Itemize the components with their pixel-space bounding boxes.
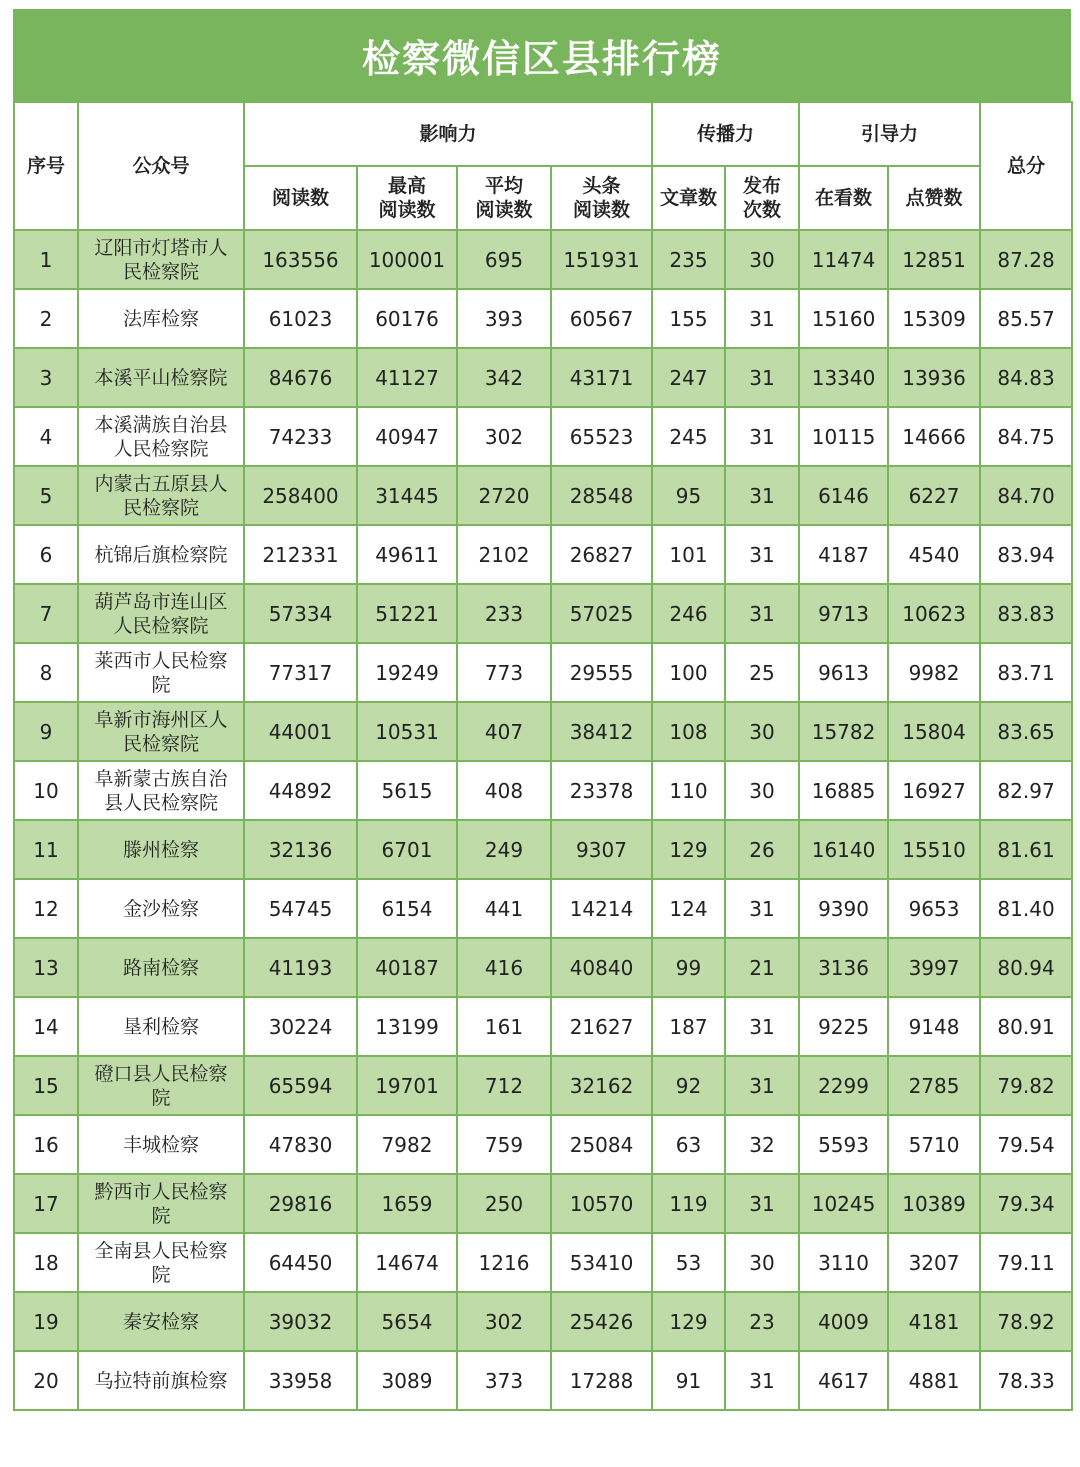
cell-total: 84.70	[980, 466, 1072, 525]
cell-rank: 20	[14, 1351, 78, 1410]
cell-articles: 91	[652, 1351, 725, 1410]
cell-articles: 187	[652, 997, 725, 1056]
cell-account-name: 内蒙古五原县人 民检察院	[78, 466, 244, 525]
cell-head-reads: 60567	[551, 289, 652, 348]
cell-rank: 14	[14, 997, 78, 1056]
cell-max-reads: 5654	[357, 1292, 457, 1351]
cell-account-name: 秦安检察	[78, 1292, 244, 1351]
cell-head-reads: 26827	[551, 525, 652, 584]
table-body	[14, 230, 1072, 1410]
cell-likes: 15804	[888, 702, 980, 761]
cell-reads: 57334	[244, 584, 357, 643]
cell-watching: 9225	[799, 997, 888, 1056]
cell-watching: 13340	[799, 348, 888, 407]
cell-articles: 247	[652, 348, 725, 407]
cell-reads: 33958	[244, 1351, 357, 1410]
table-row	[14, 1174, 1072, 1233]
cell-account-name: 葫芦岛市连山区 人民检察院	[78, 584, 244, 643]
cell-watching: 9613	[799, 643, 888, 702]
cell-avg-reads: 1216	[457, 1233, 551, 1292]
table-row	[14, 879, 1072, 938]
cell-total: 78.33	[980, 1351, 1072, 1410]
cell-head-reads: 57025	[551, 584, 652, 643]
table-row	[14, 348, 1072, 407]
cell-max-reads: 3089	[357, 1351, 457, 1410]
cell-posts: 30	[725, 761, 799, 820]
cell-account-name: 垦利检察	[78, 997, 244, 1056]
cell-watching: 9713	[799, 584, 888, 643]
cell-avg-reads: 249	[457, 820, 551, 879]
cell-reads: 258400	[244, 466, 357, 525]
cell-articles: 101	[652, 525, 725, 584]
cell-max-reads: 40947	[357, 407, 457, 466]
page-title: 检察微信区县排行榜	[13, 9, 1071, 101]
cell-total: 80.94	[980, 938, 1072, 997]
cell-avg-reads: 407	[457, 702, 551, 761]
cell-account-name: 本溪满族自治县 人民检察院	[78, 407, 244, 466]
cell-head-reads: 29555	[551, 643, 652, 702]
table-row	[14, 702, 1072, 761]
cell-reads: 44001	[244, 702, 357, 761]
cell-avg-reads: 773	[457, 643, 551, 702]
cell-total: 79.11	[980, 1233, 1072, 1292]
cell-watching: 16140	[799, 820, 888, 879]
cell-articles: 100	[652, 643, 725, 702]
cell-total: 79.54	[980, 1115, 1072, 1174]
cell-rank: 19	[14, 1292, 78, 1351]
cell-account-name: 丰城检察	[78, 1115, 244, 1174]
cell-watching: 11474	[799, 230, 888, 289]
cell-total: 80.91	[980, 997, 1072, 1056]
cell-max-reads: 10531	[357, 702, 457, 761]
cell-articles: 119	[652, 1174, 725, 1233]
cell-likes: 13936	[888, 348, 980, 407]
cell-likes: 6227	[888, 466, 980, 525]
cell-total: 78.92	[980, 1292, 1072, 1351]
cell-posts: 31	[725, 407, 799, 466]
cell-watching: 4009	[799, 1292, 888, 1351]
cell-total: 83.94	[980, 525, 1072, 584]
cell-total: 82.97	[980, 761, 1072, 820]
cell-head-reads: 38412	[551, 702, 652, 761]
cell-rank: 12	[14, 879, 78, 938]
cell-posts: 31	[725, 1351, 799, 1410]
cell-articles: 53	[652, 1233, 725, 1292]
cell-avg-reads: 416	[457, 938, 551, 997]
cell-watching: 5593	[799, 1115, 888, 1174]
cell-likes: 4881	[888, 1351, 980, 1410]
cell-likes: 15309	[888, 289, 980, 348]
cell-watching: 3136	[799, 938, 888, 997]
cell-avg-reads: 233	[457, 584, 551, 643]
cell-watching: 10115	[799, 407, 888, 466]
cell-account-name: 莱西市人民检察 院	[78, 643, 244, 702]
table-row	[14, 643, 1072, 702]
cell-avg-reads: 250	[457, 1174, 551, 1233]
cell-head-reads: 14214	[551, 879, 652, 938]
cell-reads: 39032	[244, 1292, 357, 1351]
cell-articles: 155	[652, 289, 725, 348]
cell-likes: 3207	[888, 1233, 980, 1292]
cell-articles: 95	[652, 466, 725, 525]
cell-posts: 25	[725, 643, 799, 702]
cell-likes: 16927	[888, 761, 980, 820]
cell-articles: 110	[652, 761, 725, 820]
cell-posts: 31	[725, 584, 799, 643]
cell-reads: 32136	[244, 820, 357, 879]
cell-likes: 9982	[888, 643, 980, 702]
cell-account-name: 路南检察	[78, 938, 244, 997]
cell-account-name: 滕州检察	[78, 820, 244, 879]
cell-watching: 4187	[799, 525, 888, 584]
cell-likes: 10623	[888, 584, 980, 643]
cell-watching: 16885	[799, 761, 888, 820]
cell-rank: 17	[14, 1174, 78, 1233]
cell-max-reads: 100001	[357, 230, 457, 289]
cell-rank: 18	[14, 1233, 78, 1292]
cell-account-name: 乌拉特前旗检察	[78, 1351, 244, 1410]
cell-watching: 15782	[799, 702, 888, 761]
cell-likes: 9653	[888, 879, 980, 938]
cell-max-reads: 51221	[357, 584, 457, 643]
cell-reads: 64450	[244, 1233, 357, 1292]
cell-max-reads: 40187	[357, 938, 457, 997]
cell-watching: 2299	[799, 1056, 888, 1115]
cell-account-name: 法库检察	[78, 289, 244, 348]
cell-rank: 4	[14, 407, 78, 466]
cell-articles: 129	[652, 820, 725, 879]
cell-reads: 65594	[244, 1056, 357, 1115]
cell-reads: 74233	[244, 407, 357, 466]
cell-account-name: 金沙检察	[78, 879, 244, 938]
header-total: 总分	[980, 102, 1072, 230]
cell-avg-reads: 373	[457, 1351, 551, 1410]
cell-reads: 41193	[244, 938, 357, 997]
cell-rank: 16	[14, 1115, 78, 1174]
header-articles: 文章数	[652, 166, 725, 230]
cell-watching: 6146	[799, 466, 888, 525]
cell-likes: 2785	[888, 1056, 980, 1115]
cell-rank: 2	[14, 289, 78, 348]
table-row	[14, 938, 1072, 997]
cell-max-reads: 5615	[357, 761, 457, 820]
table-row	[14, 1056, 1072, 1115]
cell-watching: 9390	[799, 879, 888, 938]
cell-head-reads: 10570	[551, 1174, 652, 1233]
cell-articles: 129	[652, 1292, 725, 1351]
cell-likes: 4540	[888, 525, 980, 584]
table-row	[14, 289, 1072, 348]
cell-max-reads: 7982	[357, 1115, 457, 1174]
cell-rank: 13	[14, 938, 78, 997]
cell-head-reads: 25426	[551, 1292, 652, 1351]
cell-watching: 4617	[799, 1351, 888, 1410]
cell-avg-reads: 2102	[457, 525, 551, 584]
cell-account-name: 黔西市人民检察 院	[78, 1174, 244, 1233]
cell-max-reads: 49611	[357, 525, 457, 584]
header-max-reads: 最高 阅读数	[357, 166, 457, 230]
cell-total: 85.57	[980, 289, 1072, 348]
cell-head-reads: 21627	[551, 997, 652, 1056]
cell-head-reads: 65523	[551, 407, 652, 466]
cell-posts: 26	[725, 820, 799, 879]
cell-reads: 29816	[244, 1174, 357, 1233]
cell-avg-reads: 695	[457, 230, 551, 289]
cell-watching: 3110	[799, 1233, 888, 1292]
cell-max-reads: 6154	[357, 879, 457, 938]
cell-total: 81.61	[980, 820, 1072, 879]
cell-likes: 5710	[888, 1115, 980, 1174]
cell-articles: 235	[652, 230, 725, 289]
cell-posts: 30	[725, 1233, 799, 1292]
table-row	[14, 1115, 1072, 1174]
cell-avg-reads: 161	[457, 997, 551, 1056]
cell-posts: 32	[725, 1115, 799, 1174]
cell-watching: 10245	[799, 1174, 888, 1233]
cell-account-name: 杭锦后旗检察院	[78, 525, 244, 584]
cell-reads: 61023	[244, 289, 357, 348]
cell-posts: 31	[725, 466, 799, 525]
header-spread: 传播力	[652, 102, 799, 166]
cell-reads: 212331	[244, 525, 357, 584]
cell-likes: 10389	[888, 1174, 980, 1233]
table-header	[14, 102, 1072, 230]
cell-likes: 4181	[888, 1292, 980, 1351]
header-avg-reads: 平均 阅读数	[457, 166, 551, 230]
cell-head-reads: 32162	[551, 1056, 652, 1115]
header-watching: 在看数	[799, 166, 888, 230]
cell-max-reads: 31445	[357, 466, 457, 525]
cell-articles: 124	[652, 879, 725, 938]
cell-posts: 31	[725, 1174, 799, 1233]
header-guidance: 引导力	[799, 102, 980, 166]
table-row	[14, 1351, 1072, 1410]
table-row	[14, 761, 1072, 820]
header-posts: 发布 次数	[725, 166, 799, 230]
cell-articles: 99	[652, 938, 725, 997]
cell-rank: 3	[14, 348, 78, 407]
cell-total: 84.75	[980, 407, 1072, 466]
cell-rank: 8	[14, 643, 78, 702]
cell-avg-reads: 759	[457, 1115, 551, 1174]
cell-posts: 30	[725, 702, 799, 761]
cell-rank: 15	[14, 1056, 78, 1115]
table-row	[14, 997, 1072, 1056]
cell-avg-reads: 302	[457, 1292, 551, 1351]
cell-account-name: 阜新蒙古族自治 县人民检察院	[78, 761, 244, 820]
cell-likes: 15510	[888, 820, 980, 879]
cell-reads: 47830	[244, 1115, 357, 1174]
ranking-document	[13, 9, 1071, 1411]
cell-avg-reads: 2720	[457, 466, 551, 525]
cell-total: 84.83	[980, 348, 1072, 407]
cell-reads: 44892	[244, 761, 357, 820]
cell-head-reads: 9307	[551, 820, 652, 879]
cell-account-name: 本溪平山检察院	[78, 348, 244, 407]
table-row	[14, 1233, 1072, 1292]
cell-head-reads: 23378	[551, 761, 652, 820]
cell-total: 87.28	[980, 230, 1072, 289]
header-head-reads: 头条 阅读数	[551, 166, 652, 230]
cell-account-name: 阜新市海州区人 民检察院	[78, 702, 244, 761]
cell-likes: 3997	[888, 938, 980, 997]
cell-posts: 31	[725, 289, 799, 348]
cell-reads: 84676	[244, 348, 357, 407]
header-likes: 点赞数	[888, 166, 980, 230]
cell-head-reads: 40840	[551, 938, 652, 997]
cell-max-reads: 6701	[357, 820, 457, 879]
cell-total: 83.83	[980, 584, 1072, 643]
cell-max-reads: 13199	[357, 997, 457, 1056]
cell-max-reads: 60176	[357, 289, 457, 348]
cell-reads: 54745	[244, 879, 357, 938]
cell-account-name: 全南县人民检察 院	[78, 1233, 244, 1292]
cell-max-reads: 1659	[357, 1174, 457, 1233]
cell-posts: 23	[725, 1292, 799, 1351]
cell-max-reads: 41127	[357, 348, 457, 407]
cell-head-reads: 28548	[551, 466, 652, 525]
cell-rank: 7	[14, 584, 78, 643]
cell-articles: 63	[652, 1115, 725, 1174]
cell-articles: 92	[652, 1056, 725, 1115]
cell-total: 79.34	[980, 1174, 1072, 1233]
cell-posts: 31	[725, 525, 799, 584]
table-row	[14, 820, 1072, 879]
cell-total: 83.71	[980, 643, 1072, 702]
table-row	[14, 466, 1072, 525]
cell-rank: 11	[14, 820, 78, 879]
cell-total: 83.65	[980, 702, 1072, 761]
cell-max-reads: 19701	[357, 1056, 457, 1115]
cell-posts: 31	[725, 348, 799, 407]
cell-articles: 246	[652, 584, 725, 643]
cell-account-name: 磴口县人民检察 院	[78, 1056, 244, 1115]
cell-likes: 14666	[888, 407, 980, 466]
cell-posts: 31	[725, 1056, 799, 1115]
cell-total: 79.82	[980, 1056, 1072, 1115]
cell-avg-reads: 712	[457, 1056, 551, 1115]
cell-account-name: 辽阳市灯塔市人 民检察院	[78, 230, 244, 289]
cell-total: 81.40	[980, 879, 1072, 938]
ranking-table	[13, 101, 1073, 1411]
table-row	[14, 230, 1072, 289]
cell-likes: 12851	[888, 230, 980, 289]
cell-articles: 108	[652, 702, 725, 761]
cell-posts: 31	[725, 879, 799, 938]
cell-rank: 6	[14, 525, 78, 584]
cell-posts: 21	[725, 938, 799, 997]
cell-reads: 163556	[244, 230, 357, 289]
cell-rank: 5	[14, 466, 78, 525]
cell-likes: 9148	[888, 997, 980, 1056]
header-account: 公众号	[78, 102, 244, 230]
cell-watching: 15160	[799, 289, 888, 348]
cell-head-reads: 53410	[551, 1233, 652, 1292]
cell-head-reads: 25084	[551, 1115, 652, 1174]
cell-rank: 9	[14, 702, 78, 761]
cell-head-reads: 151931	[551, 230, 652, 289]
cell-reads: 30224	[244, 997, 357, 1056]
cell-articles: 245	[652, 407, 725, 466]
cell-posts: 31	[725, 997, 799, 1056]
cell-max-reads: 14674	[357, 1233, 457, 1292]
cell-avg-reads: 393	[457, 289, 551, 348]
cell-avg-reads: 408	[457, 761, 551, 820]
table-row	[14, 1292, 1072, 1351]
header-reads: 阅读数	[244, 166, 357, 230]
cell-reads: 77317	[244, 643, 357, 702]
table-row	[14, 584, 1072, 643]
cell-posts: 30	[725, 230, 799, 289]
header-rank: 序号	[14, 102, 78, 230]
table-row	[14, 525, 1072, 584]
cell-max-reads: 19249	[357, 643, 457, 702]
cell-avg-reads: 342	[457, 348, 551, 407]
cell-head-reads: 43171	[551, 348, 652, 407]
cell-avg-reads: 302	[457, 407, 551, 466]
cell-avg-reads: 441	[457, 879, 551, 938]
cell-head-reads: 17288	[551, 1351, 652, 1410]
table-row	[14, 407, 1072, 466]
cell-rank: 10	[14, 761, 78, 820]
header-influence: 影响力	[244, 102, 652, 166]
cell-rank: 1	[14, 230, 78, 289]
